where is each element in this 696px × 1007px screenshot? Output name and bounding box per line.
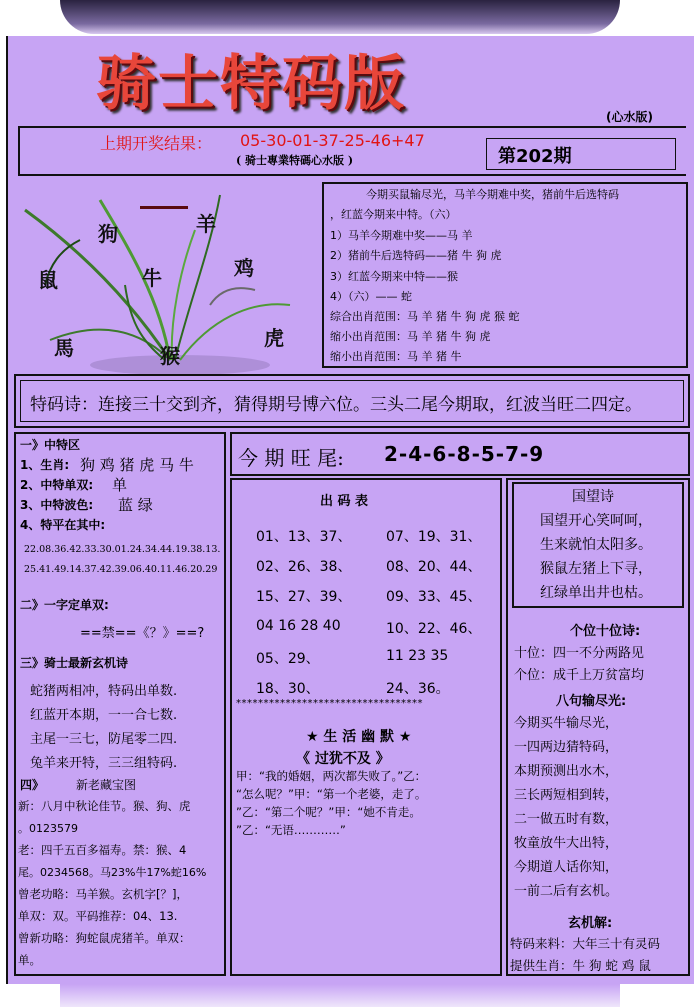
chuma-cell: 24、36。	[386, 681, 450, 697]
guowang-line: 国望开心笑呵呵，	[540, 513, 652, 529]
chuma-cell: 02、26、38、	[256, 559, 352, 575]
map-line: 尾。0234568。马23%牛17%蛇16%	[18, 866, 207, 879]
xuanji-line: 特码来料：大年三十有灵码	[510, 936, 661, 951]
zodiac-monkey: 猴	[160, 344, 180, 368]
wang-wei-value: 2-4-6-8-5-7-9	[384, 442, 545, 466]
humor-line: “怎么呢？”甲：“第一个老婆，走了。	[236, 787, 427, 801]
row1-label: 1、生肖:	[20, 458, 70, 472]
section2-value: ==禁==《？》==?	[80, 626, 205, 641]
chuma-cell: 18、30、	[256, 681, 320, 697]
baxiao-line: 二一做五时有数，	[514, 812, 619, 827]
chuma-title: 出 码 表	[320, 494, 369, 509]
issue-number: 第202期	[498, 146, 572, 167]
humor-line: ”乙：“第二个呢？”甲：“她不肯走。	[236, 805, 421, 819]
humor-subtitle: 《 过犹不及 》	[296, 751, 390, 767]
baxiao-line: 今期道人话你知，	[514, 860, 619, 875]
decor-red-line	[140, 206, 188, 209]
chuma-cell: 11 23 35	[386, 648, 449, 664]
poem-line: 兔羊来开特，三三组特码.	[30, 756, 178, 771]
top-banner	[60, 0, 620, 34]
row3-value: 蓝 绿	[118, 496, 153, 514]
chuma-cell: 05、29、	[256, 651, 320, 667]
map-line: 单双：双。平码推荐：04、13.	[18, 909, 178, 923]
poem-line: 主尾一三七，防尾零二四.	[30, 732, 178, 747]
prediction-line: ，红蓝今期来中特。（六）	[330, 208, 457, 221]
section1-title: 一》中特区	[20, 438, 81, 452]
poem-bar-text: 特码诗：连接三十交到齐，猜得期号博六位。三头二尾今期取，红波当旺二四定。	[30, 395, 642, 415]
prediction-line: 3）红蓝今期来中特——猴	[330, 270, 458, 283]
baxiao-line: 本期预测出水木，	[514, 764, 619, 779]
zodiac-rooster: 鸡	[234, 256, 254, 280]
zodiac-ox: 牛	[142, 266, 162, 290]
last-result-value: 05-30-01-37-25-46+47	[240, 131, 425, 150]
page-title: 骑士特码版	[96, 49, 406, 119]
zodiac-tiger: 虎	[264, 326, 284, 350]
guowang-line: 红绿单出井也枯。	[540, 585, 652, 601]
gewei-line: 个位：成千上万贫富均	[514, 668, 645, 683]
gewei-title: 个位十位诗:	[570, 624, 641, 639]
zodiac-horse: 馬	[54, 336, 74, 360]
zodiac-rat: 鼠	[38, 268, 58, 292]
row4-label: 4、特平在其中:	[20, 518, 106, 532]
wang-wei-label: 今 期 旺 尾:	[238, 446, 344, 470]
chuma-cell: 04 16 28 40	[256, 618, 341, 634]
guowang-line: 猴鼠左猪上下寻，	[540, 561, 652, 577]
prediction-line: 缩小出肖范围：马 羊 猪 牛	[330, 350, 462, 363]
gewei-line: 十位：四一不分两路见	[514, 646, 645, 661]
poem-line: 红蓝开本期，一一合七数.	[30, 708, 178, 723]
bottom-strip	[60, 984, 620, 1007]
xuanji-line: 提供生肖：牛 狗 蛇 鸡 鼠	[510, 958, 651, 973]
guowang-title: 国望诗	[572, 489, 614, 505]
chuma-cell: 07、19、31、	[386, 529, 482, 545]
poem-line: 蛇猪两相冲，特码出单数.	[30, 684, 178, 699]
chuma-cell: 15、27、39、	[256, 589, 352, 605]
chuma-stars: **********************************	[236, 698, 423, 709]
xuanji-title: 玄机解:	[568, 916, 613, 931]
baxiao-line: 牧童放牛大出特，	[514, 836, 619, 851]
map-line: 。0123579	[18, 822, 78, 835]
zodiac-goat: 羊	[196, 212, 216, 236]
map-line: 新：八月中秋论佳节。猴、狗、虎	[18, 799, 191, 813]
last-result-label: 上期开奖结果：	[100, 134, 213, 153]
baxiao-title: 八句输尽光:	[556, 694, 627, 709]
map-line: 曾新功略：狗蛇鼠虎猪羊。单双：	[18, 931, 191, 945]
chuma-cell: 08、20、44、	[386, 559, 482, 575]
row2-label: 2、中特单双:	[20, 478, 94, 492]
baxiao-line: 三长两短相到转，	[514, 788, 619, 803]
prediction-line: 4）（六）—— 蛇	[330, 290, 412, 303]
prediction-line: 2）猪前牛后选特码——猪 牛 狗 虎	[330, 249, 502, 262]
guowang-line: 生来就怕太阳多。	[540, 537, 652, 553]
baxiao-line: 今期买牛输尽光，	[514, 716, 619, 731]
row2-value: 单	[112, 476, 128, 494]
map-line: 曾老功略：马羊猴。玄机字[？]，	[18, 887, 188, 901]
chuma-cell: 01、13、37、	[256, 529, 352, 545]
humor-title: ★ 生 活 幽 默 ★	[306, 729, 412, 745]
prediction-line: 1）马羊今期难中奖——马 羊	[330, 229, 473, 242]
row3-label: 3、中特波色:	[20, 498, 94, 512]
humor-line: ”乙：“无语…………”	[236, 823, 346, 837]
baxiao-line: 一四两边猜特码，	[514, 740, 619, 755]
section4-subtitle: 新老藏宝图	[76, 778, 137, 792]
chuma-cell: 10、22、46、	[386, 621, 482, 637]
map-line: 单。	[18, 953, 41, 967]
baxiao-line: 一前二后有玄机。	[514, 884, 619, 899]
section4-title: 四》	[20, 778, 45, 792]
edition-label: (心水版)	[606, 110, 653, 124]
humor-line: 甲：“我的婚姻，两次都失败了。”乙：	[236, 769, 427, 783]
numbers-line-2: 25.41.49.14.37.42.39.06.40.11.46.20.29	[24, 564, 218, 575]
prediction-line: 今期买鼠输尽光，马羊今期难中奖，猪前牛后选特码	[366, 188, 619, 201]
section3-title: 三》骑士最新玄机诗	[20, 656, 129, 670]
section2-title: 二》一字定单双:	[20, 598, 109, 612]
row1-value: 狗 鸡 猪 虎 马 牛	[80, 456, 194, 474]
map-line: 老：四千五百多福寿。禁：猴、4	[18, 843, 187, 857]
prediction-line: 缩小出肖范围：马 羊 猪 牛 狗 虎	[330, 330, 491, 343]
numbers-line-1: 22.08.36.42.33.30.01.24.34.44.19.38.13.	[24, 544, 221, 555]
prediction-line: 综合出肖范围：马 羊 猪 牛 狗 虎 猴 蛇	[330, 310, 520, 323]
zodiac-dog: 狗	[98, 222, 118, 246]
chuma-cell: 09、33、45、	[386, 589, 482, 605]
subtitle: ( 骑士專業特碼心水版 )	[236, 154, 354, 167]
